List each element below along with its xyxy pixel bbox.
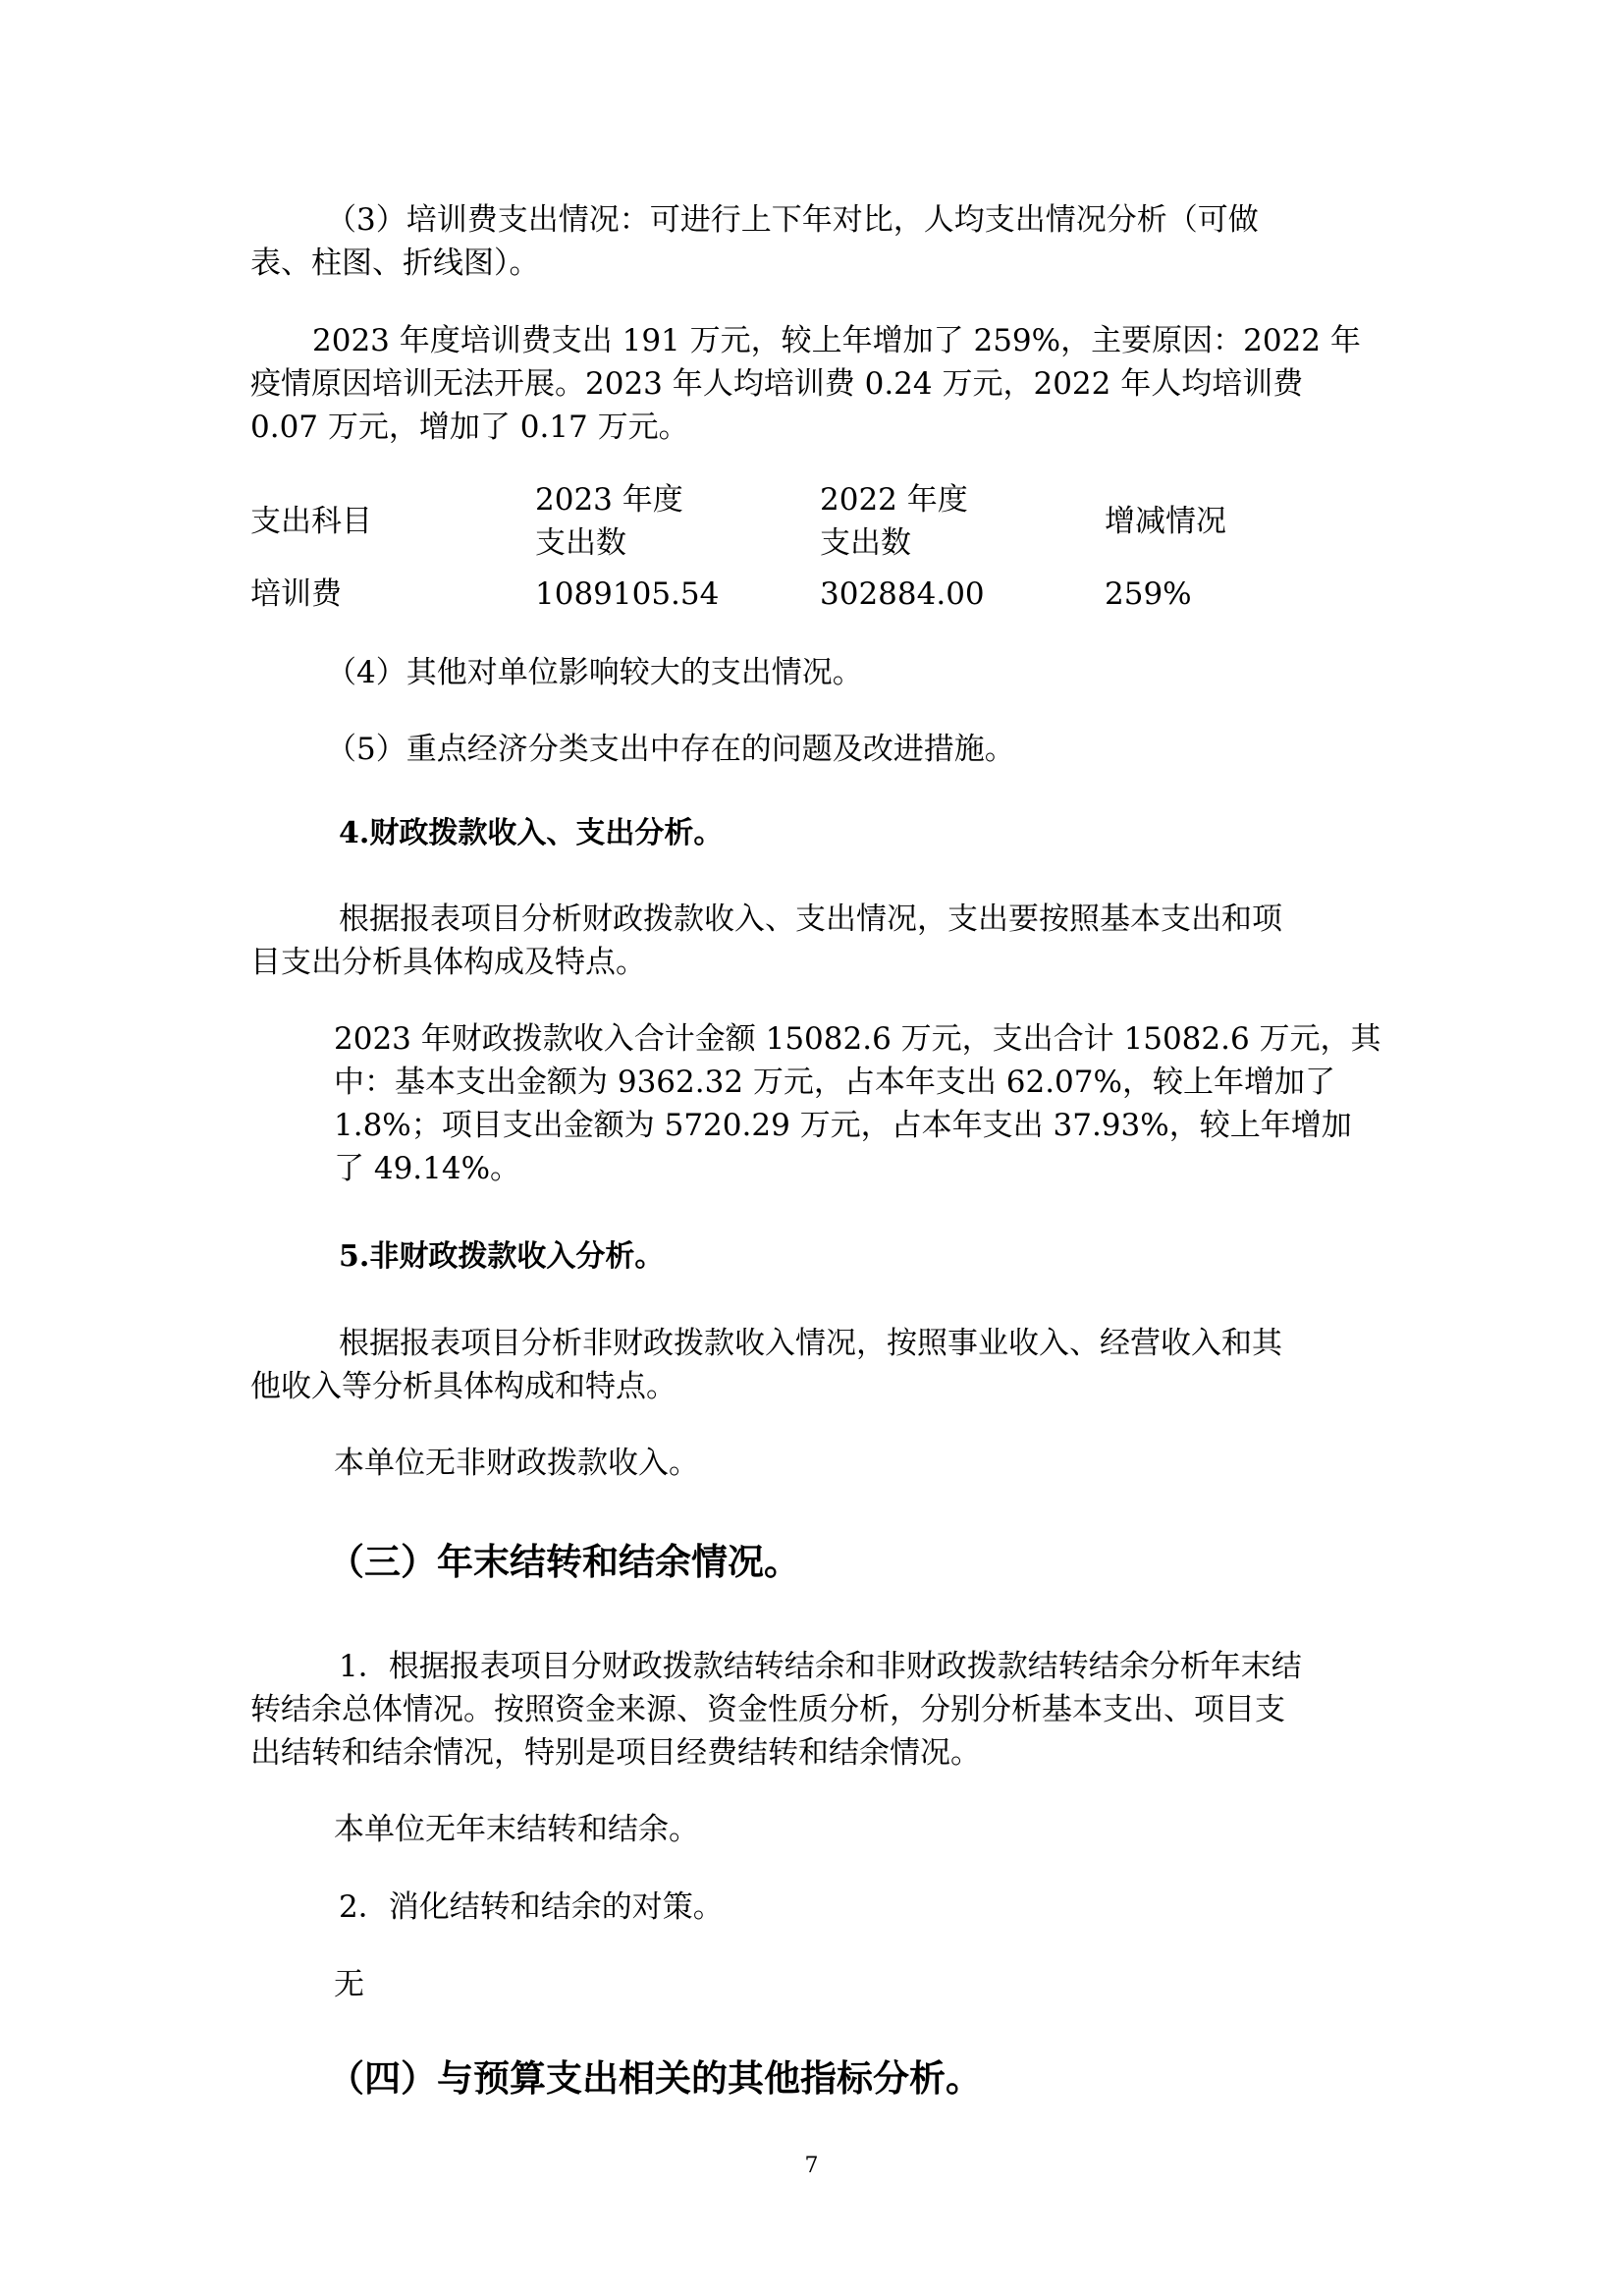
table-header-cell: 2022 年度 支出数 — [820, 482, 968, 561]
text-line: 0.07 万元，增加了 0.17 万元。 — [250, 410, 689, 445]
paragraph-training-fee-heading-cont — [250, 242, 540, 285]
text-line: 中：基本支出金额为 9362.32 万元，占本年支出 62.07%，较上年增加了 — [334, 1065, 1335, 1100]
paragraph-other-expenses: （4）其他对单位影响较大的支出情况。 — [326, 655, 863, 690]
paragraph-training-fee-summary — [312, 319, 1361, 362]
paragraph-nonfiscal-analysis-cont — [250, 1365, 676, 1408]
table-cell: 培训费 — [250, 576, 342, 612]
section-heading-4-budget: （四）与预算支出相关的其他指标分析。 — [328, 2057, 982, 2100]
section-heading-3: （三）年末结转和结余情况。 — [328, 1541, 800, 1583]
paragraph-no-carryover: 本单位无年末结转和结余。 — [334, 1812, 699, 1847]
training-fee-table — [250, 478, 1321, 616]
section-heading-4: 4.财政拨款收入、支出分析。 — [339, 816, 724, 850]
text-line: 2023 年财政拨款收入合计金额 15082.6 万元，支出合计 15082.6 万元，其 — [334, 1021, 1381, 1057]
table-header-cell: 增减情况 — [1105, 504, 1226, 539]
paragraph-nonfiscal-analysis — [339, 1322, 1282, 1365]
text-line: 出结转和结余情况，特别是项目经费结转和结余情况。 — [250, 1735, 981, 1771]
table-row — [250, 565, 1321, 616]
table-cell: 259% — [1105, 576, 1192, 612]
text-line: 疫情原因培训无法开展。2023 年人均培训费 0.24 万元，2022 年人均培训费 — [250, 366, 1304, 402]
paragraph-fiscal-analysis-cont — [250, 941, 646, 984]
paragraph-fiscal-analysis — [339, 898, 1282, 941]
paragraph-training-fee-heading — [326, 198, 1259, 242]
text-line: 2023 年度培训费支出 191 万元，较上年增加了 259%，主要原因：2022 年 — [312, 323, 1361, 358]
text-line: 根据报表项目分析非财政拨款收入情况，按照事业收入、经营收入和其 — [339, 1326, 1282, 1361]
text-line: 1．根据报表项目分财政拨款结转结余和非财政拨款结转结余分析年末结 — [339, 1649, 1302, 1684]
text-line: （3）培训费支出情况：可进行上下年对比，人均支出情况分析（可做 — [326, 202, 1259, 238]
section-heading-5: 5.非财政拨款收入分析。 — [339, 1239, 665, 1274]
paragraph-no-nonfiscal-income: 本单位无非财政拨款收入。 — [334, 1446, 699, 1481]
table-header-cell: 2023 年度 支出数 — [535, 482, 683, 561]
paragraph-carryover-analysis — [339, 1645, 1302, 1688]
text-line: 他收入等分析具体构成和特点。 — [250, 1369, 676, 1404]
paragraph-training-fee-summary-cont — [250, 362, 1303, 449]
table-cell: 302884.00 — [820, 576, 985, 612]
page-number: 7 — [804, 2154, 819, 2178]
table-header-cell: 支出科目 — [250, 504, 372, 539]
paragraph-carryover-countermeasures: 2．消化结转和结余的对策。 — [339, 1889, 724, 1925]
table-cell: 1089105.54 — [535, 576, 720, 612]
text-line: 转结余总体情况。按照资金来源、资金性质分析，分别分析基本支出、项目支 — [250, 1692, 1285, 1727]
paragraph-problems-measures: （5）重点经济分类支出中存在的问题及改进措施。 — [326, 732, 1015, 767]
paragraph-fiscal-figures — [334, 1017, 1381, 1190]
table-header-row — [250, 478, 1321, 565]
text-line: 目支出分析具体构成及特点。 — [250, 945, 646, 980]
text-line: 表、柱图、折线图）。 — [250, 246, 540, 281]
text-line: 1.8%；项目支出金额为 5720.29 万元，占本年支出 37.93%，较上年增加 — [334, 1108, 1352, 1143]
paragraph-none: 无 — [334, 1967, 364, 2002]
text-line: 根据报表项目分析财政拨款收入、支出情况，支出要按照基本支出和项 — [339, 902, 1282, 937]
paragraph-carryover-analysis-cont — [250, 1688, 1285, 1775]
text-line: 了 49.14%。 — [334, 1151, 521, 1186]
